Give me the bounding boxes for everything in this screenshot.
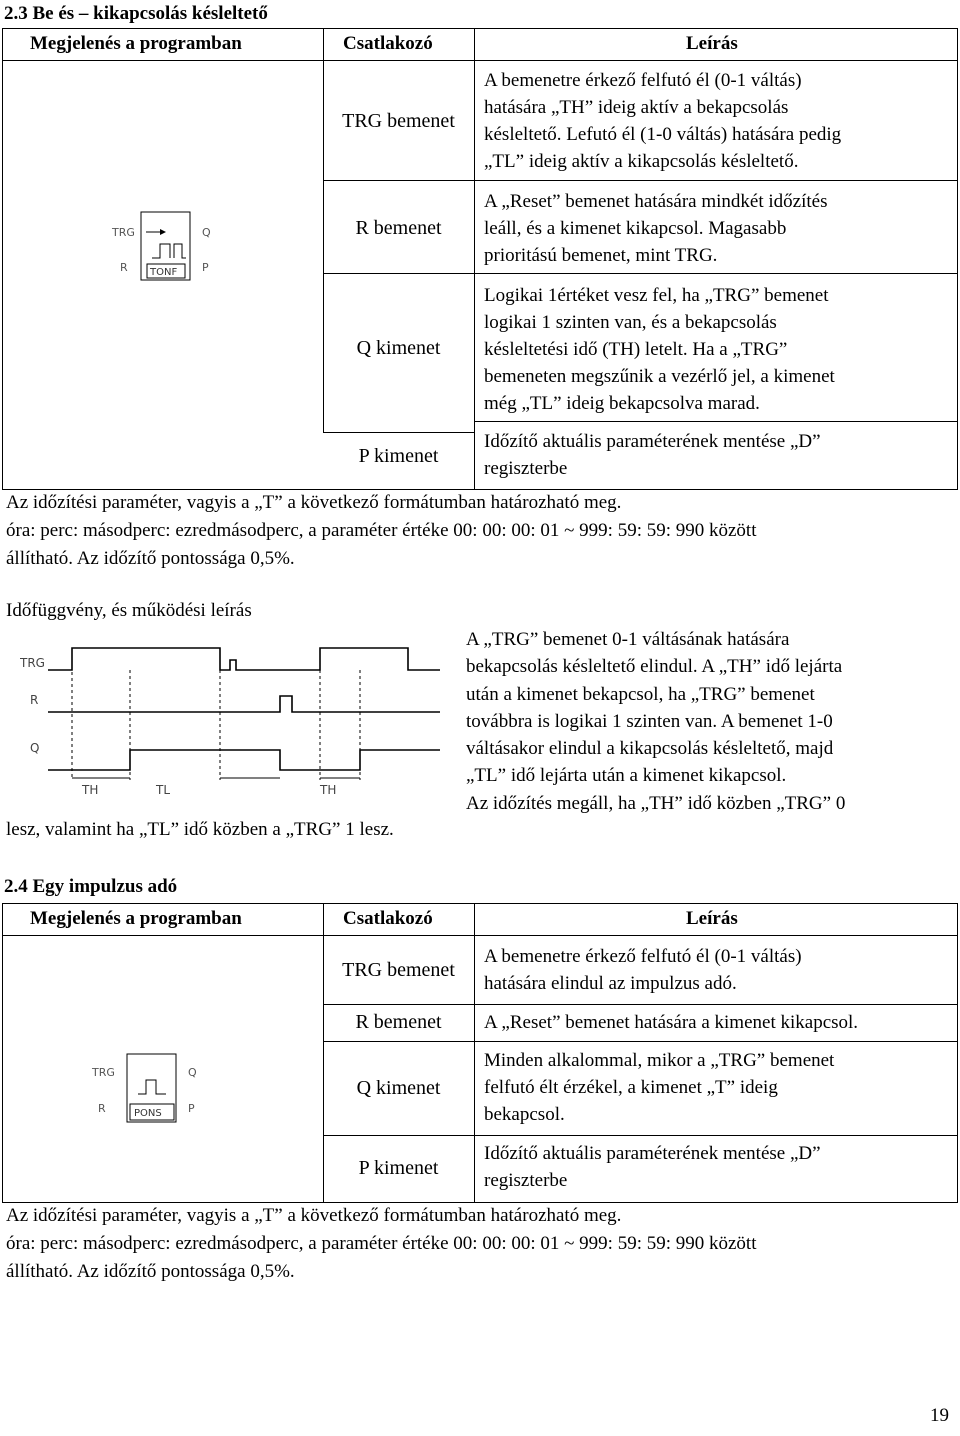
pons-block-icon: [86, 1052, 216, 1132]
timing-label-q: Q: [30, 741, 40, 755]
header-connector: Csatlakozó: [343, 33, 433, 54]
param-paragraph-2: Az időzítési paraméter, vagyis a „T” a következő formátumban határozható meg. óra: perc: másodperc: ezredmásodperc, a paraméter értéke 00: 00: 00: 01 ~ 999: 59: 59: 990 között állítható. Az időzítő pontossága 0,5%.: [6, 1205, 757, 1282]
timing-diagram: [20, 642, 440, 802]
page-number: 19: [930, 1405, 949, 1426]
header-appearance-2: Megjelenés a programban: [30, 908, 242, 929]
section-title-2-3: 2.3 Be és – kikapcsolás késleltető: [4, 3, 268, 24]
desc-q: Logikai 1értéket vesz fel, ha „TRG” bemenet logikai 1 szinten van, és a bekapcsolás késleltetési idő (TH) letelt. Ha a „TRG” bemeneten megszűnik a vezérlő jel, a kimenet még „TL” ideig bekapcsolva marad.: [484, 285, 835, 414]
param-paragraph-1: Az időzítési paraméter, vagyis a „T” a következő formátumban határozható meg. óra: perc: másodperc: ezredmásodperc, a paraméter értéke 00: 00: 00: 01 ~ 999: 59: 59: 990 között állítható. Az időzítő pontossága 0,5%.: [6, 492, 757, 569]
desc-trg: A bemenetre érkező felfutó él (0-1 váltás) hatására „TH” ideig aktív a bekapcsolás késleltető. Lefutó él (1-0 váltás) hatására pedig „TL” ideig aktív a kikapcsolás késleltető.: [484, 70, 842, 172]
timing-label-tl: TL: [156, 783, 171, 797]
connector-trg-2: TRG bemenet: [342, 959, 455, 981]
timing-description-last: lesz, valamint ha „TL” idő közben a „TRG” 1 lesz.: [6, 819, 394, 840]
section-title-2-4: 2.4 Egy impulzus adó: [4, 876, 178, 897]
desc-p-2: Időzítő aktuális paraméterének mentése „D” regiszterbe: [484, 1143, 821, 1191]
block-label-q: Q: [188, 1066, 197, 1079]
block-name: PONS: [134, 1108, 162, 1119]
timing-description: A „TRG” bemenet 0-1 váltásának hatására bekapcsolás késleltető elindul. A „TH” idő lejárta után a kimenet bekapcsol, ha „TRG” bemenet továbbra is logikai 1 szinten van. A bemenet 1-0 váltásakor elindul a kikapcsolás késleltető, majd „TL” idő lejárta után a kimenet kikapcsol. Az időzítés megáll, ha „TH” idő közben „TRG” 0: [466, 629, 846, 814]
connector-trg: TRG bemenet: [342, 110, 455, 132]
connector-r-2: R bemenet: [355, 1011, 442, 1033]
connector-q: Q kimenet: [356, 337, 441, 359]
header-description: Leírás: [686, 33, 738, 54]
connector-p: P kimenet: [358, 445, 439, 467]
timing-label-th-2: TH: [320, 783, 337, 797]
block-label-r: R: [98, 1102, 106, 1115]
timing-label-th: TH: [82, 783, 99, 797]
timing-title: Időfüggvény, és működési leírás: [6, 600, 252, 621]
block-label-p: P: [188, 1102, 195, 1115]
block-label-q: Q: [202, 226, 211, 239]
desc-p: Időzítő aktuális paraméterének mentése „D” regiszterbe: [484, 431, 821, 479]
r-waveform: [48, 696, 440, 712]
desc-r-2: A „Reset” bemenet hatására a kimenet kikapcsol.: [484, 1012, 859, 1033]
q-waveform: [48, 750, 440, 770]
block-name: TONF: [150, 267, 178, 278]
tonf-block-icon: [100, 210, 230, 290]
connector-r: R bemenet: [355, 217, 442, 239]
header-appearance: Megjelenés a programban: [30, 33, 242, 54]
desc-q-2: Minden alkalommal, mikor a „TRG” bemenet felfutó élt érzékel, a kimenet „T” ideig bekapcsol.: [484, 1050, 835, 1125]
block-label-r: R: [120, 261, 128, 274]
block-label-trg: TRG: [112, 226, 135, 239]
block-label-p: P: [202, 261, 209, 274]
header-description-2: Leírás: [686, 908, 738, 929]
connector-p-2: P kimenet: [358, 1157, 439, 1179]
desc-trg-2: A bemenetre érkező felfutó él (0-1 váltás) hatására elindul az impulzus adó.: [484, 946, 802, 994]
connector-q-2: Q kimenet: [356, 1077, 441, 1099]
timing-label-r: R: [30, 693, 39, 707]
timing-label-trg: TRG: [20, 656, 45, 670]
desc-r: A „Reset” bemenet hatására mindkét időzítés leáll, és a kimenet kikapcsol. Magasabb prioritású bemenet, mint TRG.: [484, 191, 828, 266]
block-label-trg: TRG: [92, 1066, 115, 1079]
trg-waveform: [48, 648, 440, 670]
header-connector-2: Csatlakozó: [343, 908, 433, 929]
